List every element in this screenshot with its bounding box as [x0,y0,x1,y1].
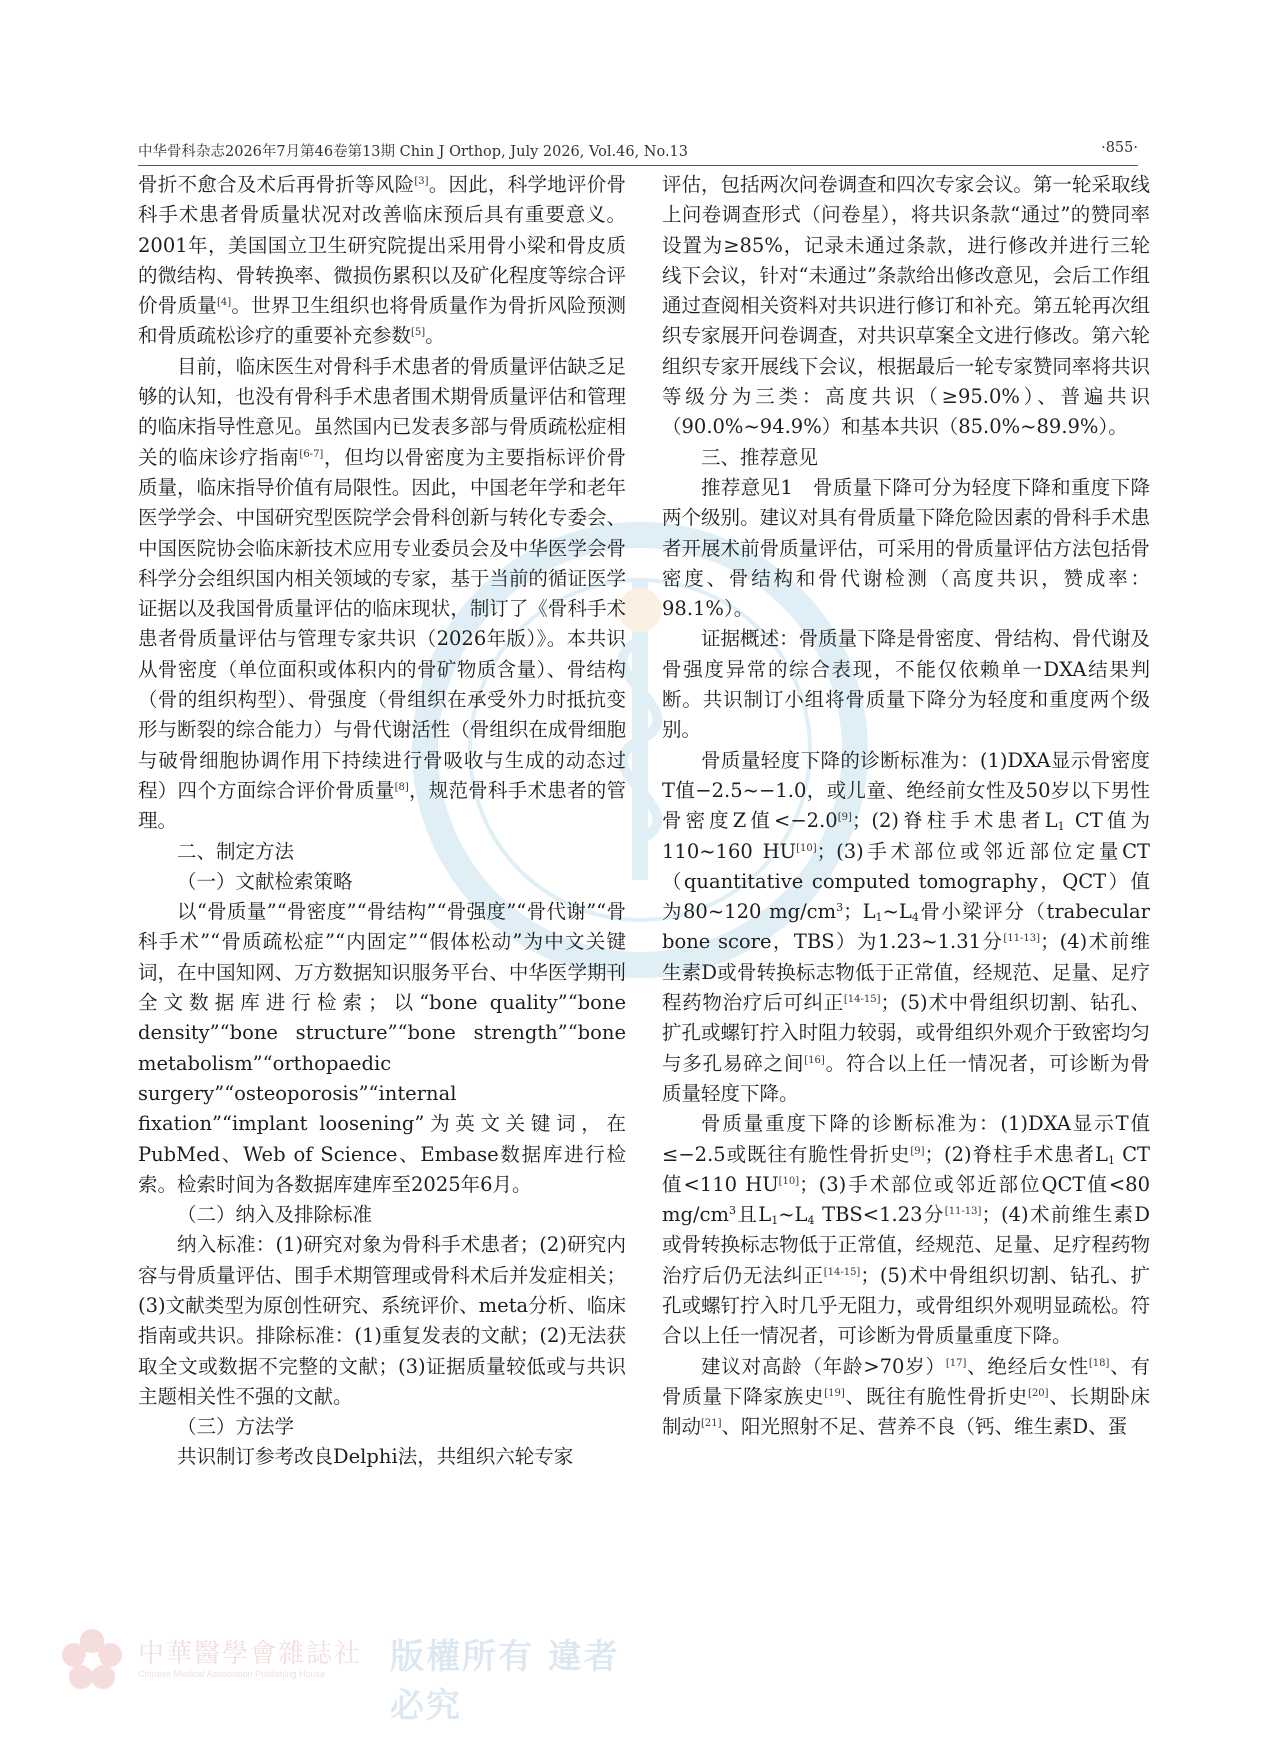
page-number: ·855· [1101,140,1138,156]
citation: [9] [910,1145,925,1157]
header-rule [138,165,1138,166]
citation: [10] [796,842,817,854]
paragraph: 以“骨质量”“骨密度”“骨结构”“骨强度”“骨代谢”“骨科手术”“骨质疏松症”“内固定”“假体松动”为中文关键词，在中国知网、万方数据知识服务平台、中华医学期刊全文数据库进行检索；以“bone quality”“bone density”“bone structure”“bone strength”“bone metabolism”“orthopaedic surgery”“osteoporosis”“internal fixation”“implant loosening”为英文关键词，在PubMed、Web of Science、Embase数据库进行检索。检索时间为各数据库建库至2025年6月。 [138,900,626,1196]
subsection-heading: （二）纳入及排除标准 [177,1203,373,1227]
citation: [11-13] [944,1206,982,1218]
citation: [6-7] [299,448,324,460]
citation: [14-15] [843,994,881,1006]
section-heading: 三、推荐意见 [701,445,819,469]
citation: [20] [1028,1387,1049,1399]
publisher-name-en: Chinese Medical Association Publishing House [138,1669,326,1679]
evidence-paragraph: 证据概述：骨质量下降是骨密度、骨结构、骨代谢及骨强度异常的综合表现，不能仅依赖单一DXA结果判断。共识制订小组将骨质量下降分为轻度和重度两个级别。 [662,627,1150,742]
citation: [9] [837,812,852,824]
paragraph: 评估，包括两次问卷调查和四次专家会议。第一轮采取线上问卷调查形式（问卷星），将共识条款“通过”的赞同率设置为≥85%，记录未通过条款，进行修改并进行三轮线下会议，针对“未通过”条款给出修改意见，会后工作组通过查阅相关资料对共识进行修订和补充。第五轮再次组织专家展开问卷调查，对共识草案全文进行修改。第六轮组织专家开展线下会议，根据最后一轮专家赞同率将共识等级分为三类：高度共识（≥95.0%）、普遍共识（90.0%~94.9%）和基本共识（85.0%~89.9%）。 [662,173,1150,439]
section-heading: 二、制定方法 [177,839,295,863]
citation: [3] [414,176,429,187]
journal-citation: 中华骨科杂志2026年7月第46卷第13期 Chin J Orthop, July 2026, Vol.46, No.13 [138,144,689,160]
paragraph: 建议对高龄（年龄>70岁）[17]、绝经后女性[18]、有骨质量下降家族史[19]、既往有脆性骨折史[20]、长期卧床制动[21]、阳光照射不足、营养不良（钙、维生素D、蛋 [662,1354,1150,1439]
left-column [138,170,626,1473]
citation: [18] [1088,1357,1110,1369]
citation: [14-15] [823,1266,861,1278]
publisher-watermark [60,1625,620,1726]
citation: [11-13] [1003,933,1041,945]
paragraph: 骨质量轻度下降的诊断标准为：(1)DXA显示骨密度T值−2.5~−1.0，或儿童、绝经前女性及50岁以下男性骨密度Z值<−2.0[9]；(2)脊柱手术患者$L_1$ CT值为110~160 HU[10]；(3)手术部位或邻近部位定量CT（quantitative computed tomography，QCT）值为80~120 $mg/cm^3$；$L_1\sim L_4$骨小梁评分（trabecular bone score，TBS）为1.23~1.31分[11-13]；(4)术前维生素D或骨转换标志物低于正常值，经规范、足量、足疗程药物治疗后可纠正[14-15]；(5)术中骨组织切割、钻孔、扩孔或螺钉拧入时阻力较弱，或骨组织外观介于致密均匀与多孔易碎之间[16]。符合以上任一情况者，可诊断为骨质量轻度下降。 [662,748,1150,1105]
copyright-mark: 版權所有 違者必究 [390,1637,620,1726]
citation: [5] [411,327,426,339]
citation: [16] [804,1054,825,1066]
paragraph: 目前，临床医生对骨科手术患者的骨质量评估缺乏足够的认知，也没有骨科手术患者围术期骨质量评估和管理的临床指导性意见。虽然国内已发表多部与骨质疏松症相关的临床诊疗指南[6-7]，但均以骨密度为主要指标评价骨质量，临床指导价值有局限性。因此，中国老年学和老年医学学会、中国研究型医院学会骨科创新与转化专委会、中国医院协会临床新技术应用专业委员会及中华医学会骨科学分会组织国内相关领域的专家，基于当前的循证医学证据以及我国骨质量评估的临床现状，制订了《骨科手术患者骨质量评估与管理专家共识（2026年版）》。本共识从骨密度（单位面积或体积内的骨矿物质含量）、骨结构（骨的组织构型）、骨强度（骨组织在承受外力时抵抗变形与断裂的综合能力）与骨代谢活性（骨组织在成骨细胞与破骨细胞协调作用下持续进行骨吸收与生成的动态过程）四个方面综合评价骨质量[8]，规范骨科手术患者的管理。 [138,354,626,833]
citation: [21] [701,1418,722,1430]
recommendation-paragraph: 推荐意见1 骨质量下降可分为轻度下降和重度下降两个级别。建议对具有骨质量下降危险因素的骨科手术患者开展术前骨质量评估，可采用的骨质量评估方法包括骨密度、骨结构和骨代谢检测（高度共识，赞成率：98.1%）。 [662,475,1150,621]
citation: [8] [394,781,409,793]
paragraph: 骨质量重度下降的诊断标准为：(1)DXA显示T值≤−2.5或既往有脆性骨折史[9]；(2)脊柱手术患者$L_1$ CT值<110 HU[10]；(3)手术部位或邻近部位QCT值<80 $mg/cm^3$且$L_1\sim L_4$ TBS<1.23分[11-13]；(4)术前维生素D或骨转换标志物低于正常值，经规范、足量、足疗程药物治疗后仍无法纠正[14-15]；(5)术中骨组织切割、钻孔、扩孔或螺钉拧入时几乎无阻力，或骨组织外观明显疏松。符合以上任一情况者，可诊断为骨质量重度下降。 [662,1112,1151,1348]
citation: [4] [216,297,232,309]
publisher-name: 中華醫學會雜誌社 [138,1639,363,1669]
paragraph: 共识制订参考改良Delphi法，共组织六轮专家 [177,1445,574,1469]
paragraph: 骨折不愈合及术后再骨折等风险[3]。因此，科学地评价骨科手术患者骨质量状况对改善临床预后具有重要意义。2001年，美国国立卫生研究院提出采用骨小梁和骨皮质的微结构、骨转换率、微损伤累积以及矿化程度等综合评价骨质量[4]。世界卫生组织也将骨质量作为骨折风险预测和骨质疏松诊疗的重要补充参数[5]。 [138,173,626,348]
running-header [138,140,1138,162]
right-column [662,170,1150,1442]
subsection-heading: （三）方法学 [177,1415,295,1439]
flower-logo-icon [60,1627,124,1691]
subsection-heading: （一）文献检索策略 [177,869,353,893]
citation: [10] [778,1175,800,1187]
citation: [19] [824,1387,845,1399]
paragraph: 纳入标准：(1)研究对象为骨科手术患者；(2)研究内容与骨质量评估、围手术期管理或骨科术后并发症相关；(3)文献类型为原创性研究、系统评价、meta分析、临床指南或共识。排除标准：(1)重复发表的文献；(2)无法获取全文或数据不完整的文献；(3)证据质量较低或与共识主题相关性不强的文献。 [138,1233,626,1408]
citation: [17] [945,1357,967,1369]
